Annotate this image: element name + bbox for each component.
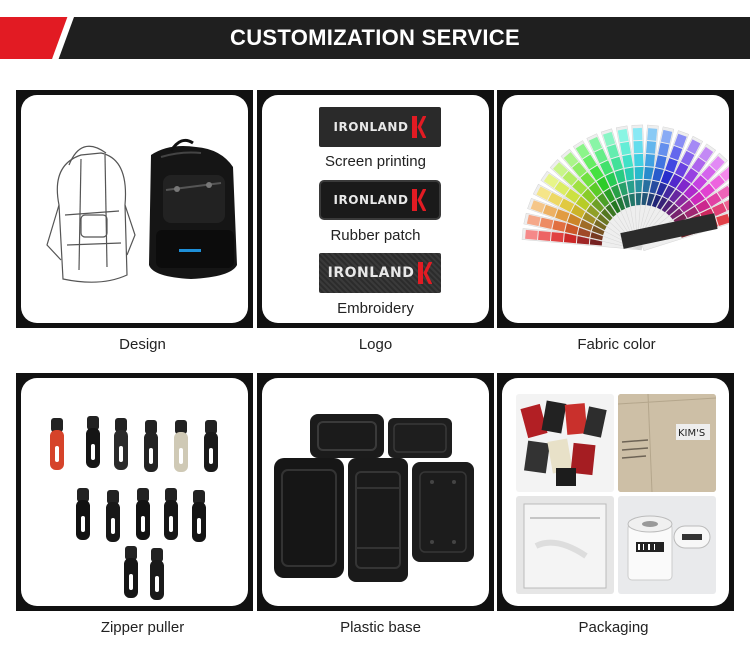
zipper-puller-image [21,378,248,606]
card-design [16,90,253,328]
plastic-base-image [262,378,489,606]
svg-text:KIM'S: KIM'S [678,428,706,439]
plastic-base-illustration [262,378,489,606]
backpack-illustration [21,95,248,323]
zipper-puller [124,546,138,598]
logo-method-label: Rubber patch [330,227,421,244]
brand-text: IRONLAND [333,120,409,134]
zipper-puller [50,418,64,470]
zipper-puller [174,420,188,472]
logo-panel [262,95,489,323]
hang-tags-photo [516,394,614,492]
zipper-puller [106,490,120,542]
brand-logo-icon [412,189,426,211]
brand-logo-icon [412,116,426,138]
zipper-puller [114,418,128,470]
brand-text: IRONLAND [333,193,409,207]
label-rolls-photo [618,496,716,594]
zipper-puller [150,548,164,600]
carton-box-photo [618,394,716,492]
zipper-puller [86,416,100,468]
card-caption-logo: Logo [358,336,393,353]
card-caption-design: Design [119,336,166,353]
zipper-puller [192,490,206,542]
design-image [21,95,248,323]
logo-method-label: Embroidery [337,300,414,317]
color-swatch-fan [502,95,729,323]
zipper-puller [204,420,218,472]
packaging-image [502,378,729,606]
card-logo [257,90,494,328]
zipper-puller [164,488,178,540]
card-caption-zipper-puller: Zipper puller [100,619,185,636]
brand-text: IRONLAND [327,265,415,281]
logo-method-label: Screen printing [325,153,426,170]
logo-sample-rubber [319,180,441,220]
card-caption-fabric-color: Fabric color [577,336,656,353]
card-zipper-puller [16,373,253,611]
card-caption-plastic-base: Plastic base [340,619,421,636]
poly-bag-photo [516,496,614,594]
zipper-pullers-illustration [21,378,248,606]
card-packaging [497,373,734,611]
card-caption-packaging: Packaging [578,619,649,636]
logo-sample-embroidery [319,253,441,293]
card-plastic-base [257,373,494,611]
logo-sample-screen [319,107,441,147]
section-header [0,17,750,59]
page-title: CUSTOMIZATION SERVICE [230,25,520,50]
color-fan-image [502,95,729,323]
zipper-puller [136,488,150,540]
brand-logo-icon [418,262,432,284]
zipper-puller [76,488,90,540]
zipper-puller [144,420,158,472]
card-fabric-color [497,90,734,328]
